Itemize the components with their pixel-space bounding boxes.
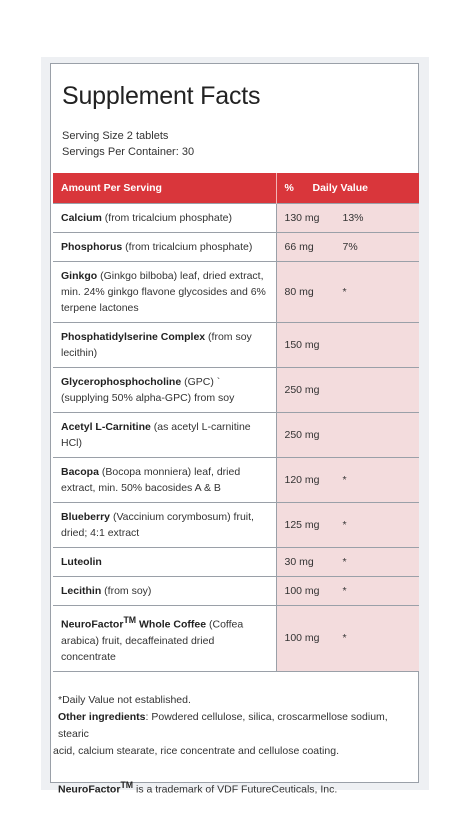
servings-per-container: Servings Per Container: 30 (62, 146, 195, 158)
ingredient-name: Bacopa (61, 466, 99, 478)
amount-cell (276, 323, 419, 368)
ingredient-name: Phosphorus (61, 241, 123, 253)
page-title: Supplement Facts (62, 82, 261, 110)
ingredient-cell (53, 262, 276, 323)
amount-cell (276, 204, 419, 233)
ingredient-name: Calcium (61, 212, 102, 224)
amount-value: 250 mg (284, 384, 320, 396)
ingredient-cell (53, 577, 276, 606)
table-row (53, 606, 419, 672)
serving-size: Serving Size 2 tablets (62, 130, 169, 142)
ingredient-desc: (Bocopa monniera) leaf, dried extract, min. 50% bacosides A & B (61, 466, 241, 494)
header-dv-label: Daily Value (312, 182, 368, 194)
daily-value: * (342, 585, 347, 597)
amount-value: 125 mg (284, 519, 320, 531)
ingredient-name: Ginkgo (61, 270, 98, 282)
other-ingredients-label: Other ingredients (58, 711, 146, 723)
ingredient-cell (53, 413, 276, 458)
amount-value: 150 mg (284, 339, 320, 351)
amount-value: 120 mg (284, 474, 320, 486)
other-ingredients-line2: acid, calcium stearate, rice concentrate and cellulose coating. (53, 745, 339, 757)
amount-value: 250 mg (284, 429, 320, 441)
ingredient-desc: (from tricalcium phosphate) (101, 212, 232, 224)
other-ingredients-text: : Powdered cellulose, silica, croscarmellose sodium, stearic (58, 711, 388, 740)
header-daily-value (276, 173, 419, 204)
table-row (53, 368, 419, 413)
table-row (53, 577, 419, 606)
ingredient-name: Luteolin (61, 556, 102, 568)
ingredient-name: Phosphatidylserine Complex (61, 331, 206, 343)
ingredient-cell (53, 204, 276, 233)
other-ingredients-line1 (51, 709, 420, 743)
ingredient-cell (53, 548, 276, 577)
daily-value: * (342, 632, 347, 645)
table-row (53, 204, 419, 233)
daily-value: * (342, 519, 347, 531)
ingredient-desc: (from tricalcium phosphate) (122, 241, 253, 253)
amount-value: 80 mg (284, 286, 314, 298)
trademark-sup: TM (120, 780, 134, 790)
footer-notes (51, 692, 420, 799)
trademark-text: is a trademark of VDF FutureCeuticals, Inc. (133, 783, 338, 796)
ingredient-cell (53, 503, 276, 548)
ingredient-name: Blueberry (61, 511, 111, 523)
supplement-facts-panel (50, 63, 419, 796)
table-row (53, 262, 419, 323)
table-header-row (53, 173, 419, 204)
ingredient-desc: (from soy lecithin) (61, 331, 252, 359)
ingredient-name: NeuroFactor (61, 618, 124, 631)
serving-info (62, 128, 194, 160)
daily-value: * (342, 556, 347, 568)
table-row (53, 413, 419, 458)
amount-cell (276, 458, 419, 503)
table-row (53, 548, 419, 577)
amount-cell (276, 262, 419, 323)
ingredient-cell (53, 368, 276, 413)
amount-cell (276, 233, 419, 262)
ingredient-desc: (from soy) (101, 585, 152, 597)
table-row (53, 323, 419, 368)
trademark-note (51, 777, 420, 799)
ingredient-desc: (as acetyl L-carnitine HCl) (61, 421, 251, 449)
amount-cell (276, 368, 419, 413)
header-amount-per-serving: Amount Per Serving (53, 173, 276, 204)
amount-cell (276, 548, 419, 577)
daily-value-note: *Daily Value not established. (58, 694, 191, 706)
table-row (53, 233, 419, 262)
ingredient-cell (53, 606, 276, 672)
ingredient-name: Glycerophosphocholine (61, 376, 182, 388)
amount-cell (276, 413, 419, 458)
amount-value: 100 mg (284, 585, 320, 597)
header-pct: % (284, 182, 294, 194)
trademark-brand: NeuroFactor (58, 783, 121, 796)
ingredient-desc: (Coffea arabica) fruit, decaffeinated dried concentrate (61, 618, 244, 663)
daily-value: * (342, 286, 347, 298)
ingredient-name-tail: Whole Coffee (136, 618, 207, 631)
amount-value: 30 mg (284, 556, 314, 568)
ingredient-name: Lecithin (61, 585, 102, 597)
amount-cell (276, 503, 419, 548)
table-row (53, 503, 419, 548)
amount-value: 100 mg (284, 632, 320, 645)
ingredient-desc: (Vaccinium corymbosum) fruit, dried; 4:1 extract (61, 511, 254, 539)
amount-value: 66 mg (284, 241, 314, 253)
amount-value: 130 mg (284, 212, 320, 224)
ingredient-cell (53, 458, 276, 503)
ingredient-cell (53, 323, 276, 368)
ingredient-desc: (Ginkgo bilboba) leaf, dried extract, min. 24% ginkgo flavone glycosides and 6% terpene lactones (61, 270, 266, 314)
ingredient-name: Acetyl L-Carnitine (61, 421, 151, 433)
facts-table (53, 173, 419, 672)
daily-value: 7% (342, 241, 358, 253)
ingredient-cell (53, 233, 276, 262)
daily-value: * (342, 474, 347, 486)
ingredient-desc: (GPC) ` (supplying 50% alpha-GPC) from soy (61, 376, 235, 404)
amount-cell (276, 577, 419, 606)
amount-cell (276, 606, 419, 672)
table-row (53, 458, 419, 503)
trademark-sup: TM (123, 615, 137, 625)
daily-value: 13% (342, 212, 364, 224)
